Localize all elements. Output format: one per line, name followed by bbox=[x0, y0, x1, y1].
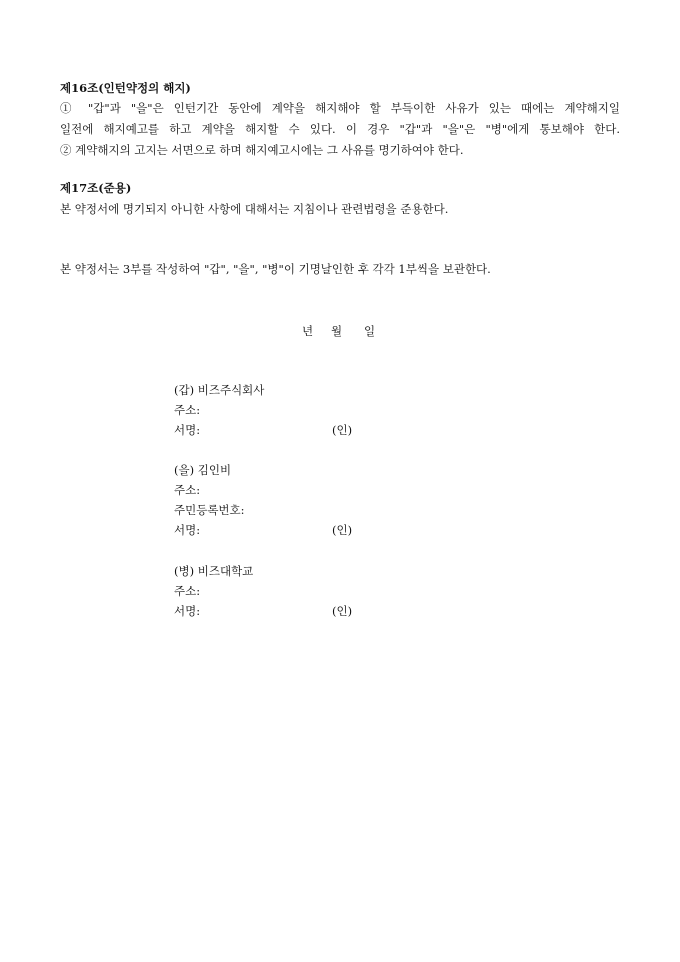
article16-clause1-line2: 일전에 해지예고를 하고 계약을 해지할 수 있다. 이 경우 "갑"과 "을"은 "병"에게 통보해야 한다. bbox=[60, 122, 620, 136]
closing-statement: 본 약정서는 3부를 작성하여 "갑", "을", "병"이 기명날인한 후 각각 1부씩을 보관한다. bbox=[60, 262, 491, 276]
article17-body: 본 약정서에 명기되지 아니한 사항에 대해서는 지침이나 관련법령을 준용한다. bbox=[60, 202, 449, 216]
party-gap-name: (갑) 비즈주식회사 bbox=[174, 383, 265, 397]
party-byeong-signature: 서명: bbox=[174, 604, 201, 618]
party-gap-signature: 서명: bbox=[174, 423, 201, 437]
party-eul-signature: 서명: bbox=[174, 523, 201, 537]
article16-clause1-line1: ① "갑"과 "을"은 인턴기간 동안에 계약을 해지해야 할 부득이한 사유가 있는 때에는 계약해지일 bbox=[60, 101, 620, 115]
date-day: 일 bbox=[364, 324, 376, 338]
party-byeong-address: 주소: bbox=[174, 584, 201, 598]
date-month: 월 bbox=[331, 324, 343, 338]
party-byeong-name: (병) 비즈대학교 bbox=[174, 564, 254, 578]
date-year: 년 bbox=[302, 324, 314, 338]
party-eul-resident-number: 주민등록번호: bbox=[174, 503, 245, 517]
party-gap-address: 주소: bbox=[174, 403, 201, 417]
party-gap-seal: (인) bbox=[332, 423, 353, 437]
party-eul-name: (을) 김인비 bbox=[174, 463, 232, 477]
party-byeong-seal: (인) bbox=[332, 604, 353, 618]
party-eul-address: 주소: bbox=[174, 483, 201, 497]
article16-title: 제16조(인턴약정의 해지) bbox=[60, 81, 191, 95]
article16-clause2: ② 계약해지의 고지는 서면으로 하며 해지예고시에는 그 사유를 명기하여야 한다. bbox=[60, 143, 464, 157]
party-eul-seal: (인) bbox=[332, 523, 353, 537]
article17-title: 제17조(준용) bbox=[60, 181, 132, 195]
